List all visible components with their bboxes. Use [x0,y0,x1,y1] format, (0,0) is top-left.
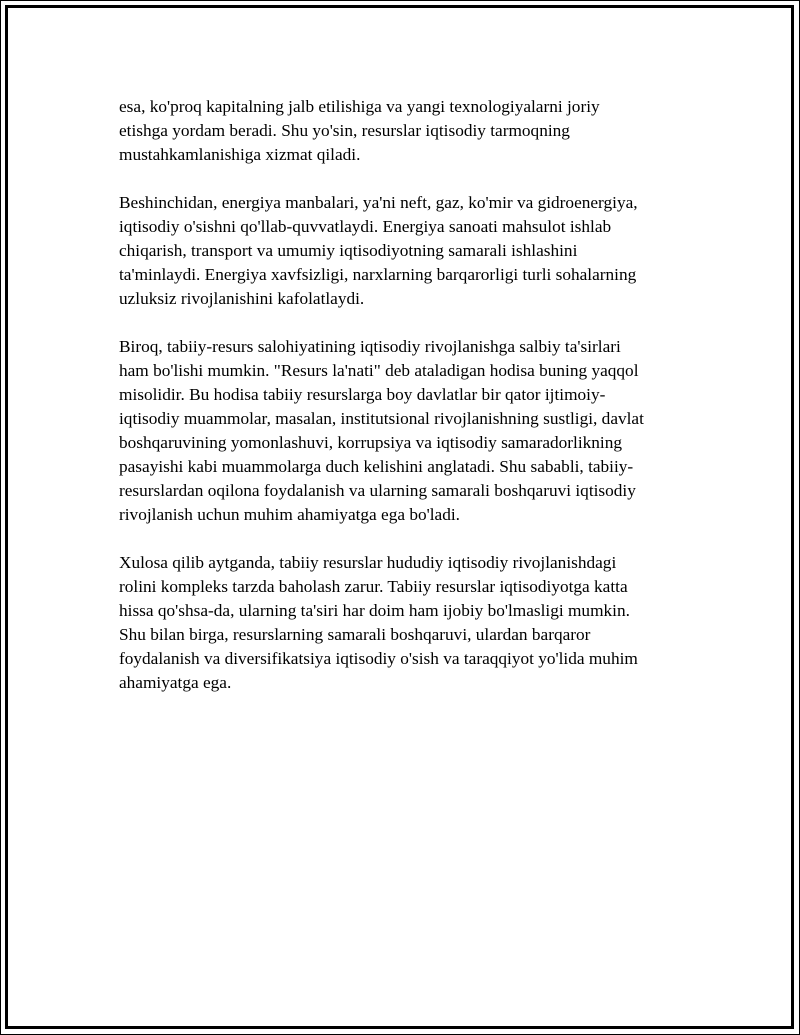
text-line: iqtisodiy o'sishni qo'llab-quvvatlaydi. Energiya sanoati mahsulot ishlab [119,217,612,236]
paragraph-4 [119,551,694,695]
paragraph-1 [119,95,694,167]
text-line: Shu bilan birga, resurslarning samarali boshqaruvi, ulardan barqaror [119,625,591,644]
text-line: rivojlanish uchun muhim ahamiyatga ega bo'ladi. [119,505,460,524]
paragraph-2 [119,191,694,311]
text-line: Xulosa qilib aytganda, tabiiy resurslar hududiy iqtisodiy rivojlanishdagi [119,553,617,572]
text-line: etishga yordam beradi. Shu yo'sin, resurslar iqtisodiy tarmoqning [119,121,570,140]
text-line: pasayishi kabi muammolarga duch kelishini anglatadi. Shu sababli, tabiiy- [119,457,634,476]
text-line: ahamiyatga ega. [119,673,232,692]
text-line: ta'minlaydi. Energiya xavfsizligi, narxlarning barqarorligi turli sohalarning [119,265,637,284]
text-line: foydalanish va diversifikatsiya iqtisodiy o'sish va taraqqiyot yo'lida muhim [119,649,638,668]
text-line: chiqarish, transport va umumiy iqtisodiyotning samarali ishlashini [119,241,578,260]
text-line: rolini kompleks tarzda baholash zarur. Tabiiy resurslar iqtisodiyotga katta [119,577,628,596]
text-line: boshqaruvining yomonlashuvi, korrupsiya va iqtisodiy samaradorlikning [119,433,623,452]
text-line: esa, ko'proq kapitalning jalb etilishiga va yangi texnologiyalarni joriy [119,97,600,116]
text-line: mustahkamlanishiga xizmat qiladi. [119,145,361,164]
text-line: Biroq, tabiiy-resurs salohiyatining iqtisodiy rivojlanishga salbiy ta'sirlari [119,337,621,356]
text-line: resurslardan oqilona foydalanish va ularning samarali boshqaruvi iqtisodiy [119,481,636,500]
text-line: hissa qo'shsa-da, ularning ta'siri har doim ham ijobiy bo'lmasligi mumkin. [119,601,630,620]
document-body [119,95,694,719]
text-line: iqtisodiy muammolar, masalan, institutsional rivojlanishning sustligi, davlat [119,409,644,428]
text-line: Beshinchidan, energiya manbalari, ya'ni neft, gaz, ko'mir va gidroenergiya, [119,193,638,212]
text-line: misolidir. Bu hodisa tabiiy resurslarga boy davlatlar bir qator ijtimoiy- [119,385,606,404]
text-line: uzluksiz rivojlanishini kafolatlaydi. [119,289,365,308]
paragraph-3 [119,335,694,527]
text-line: ham bo'lishi mumkin. "Resurs la'nati" deb ataladigan hodisa buning yaqqol [119,361,639,380]
